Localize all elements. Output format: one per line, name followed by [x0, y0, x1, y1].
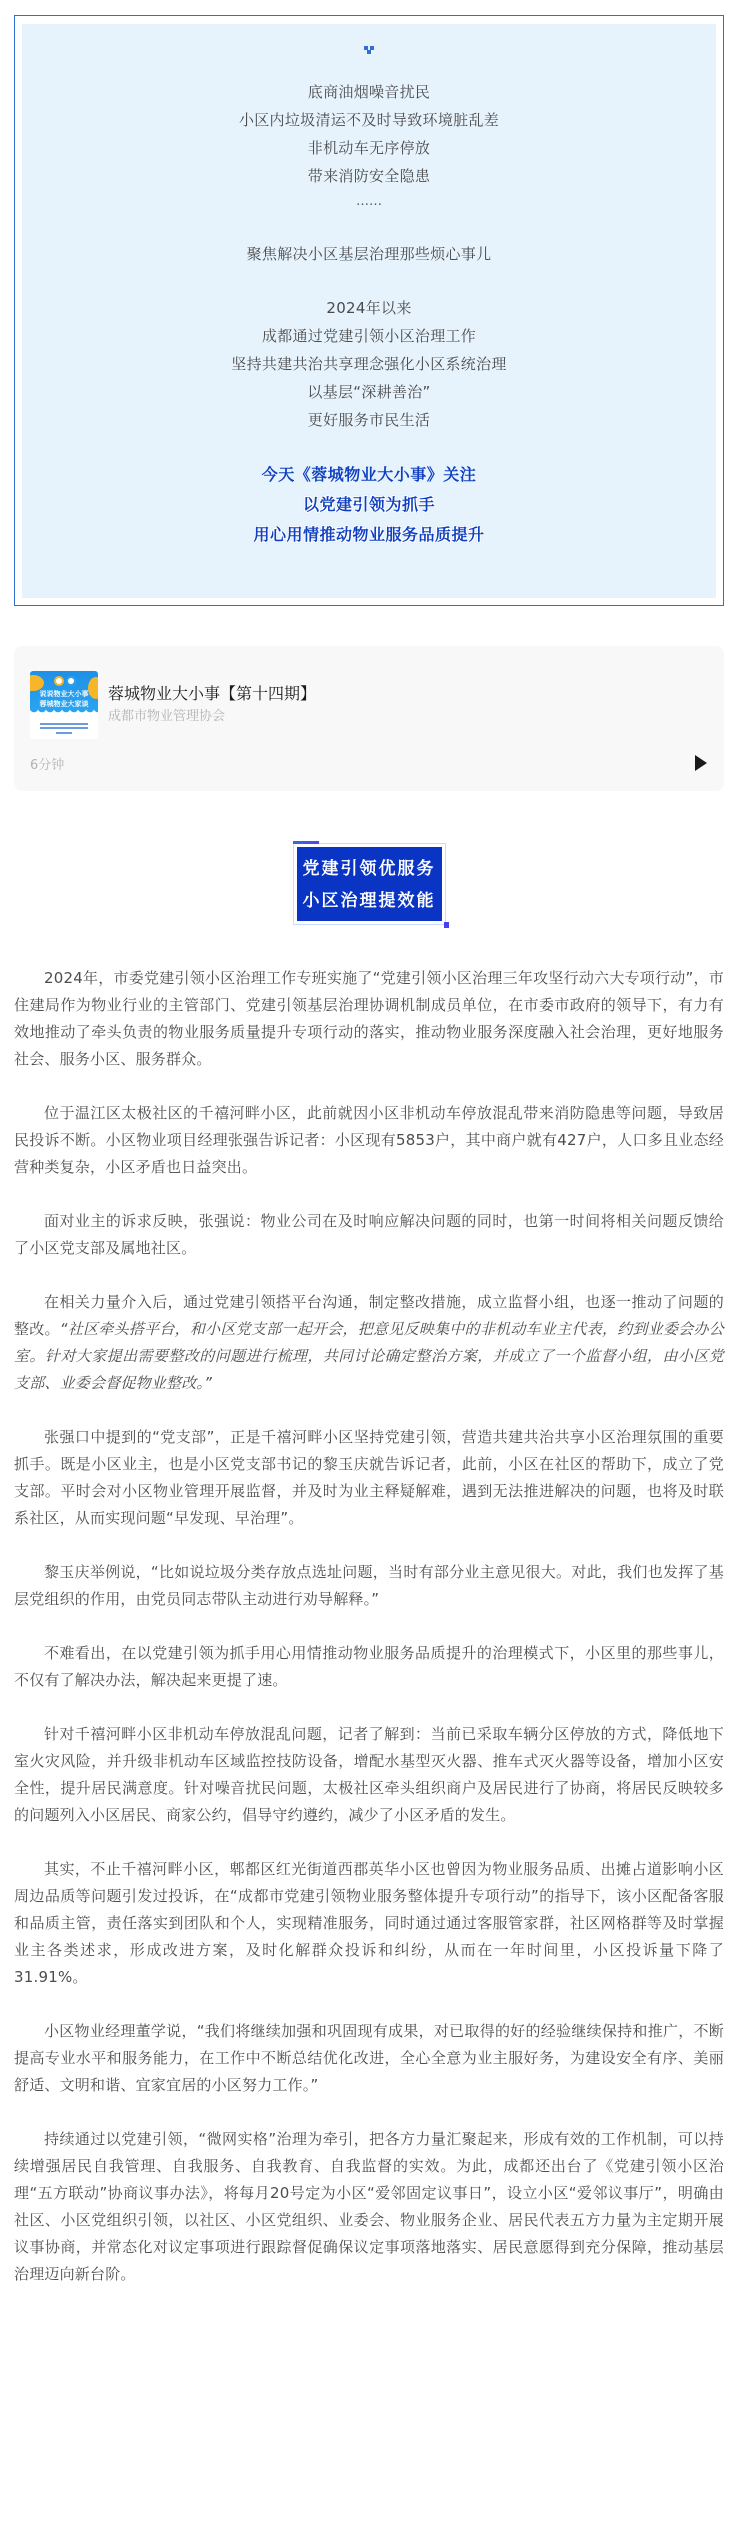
- logo-icon: [66, 676, 76, 686]
- play-button[interactable]: [689, 753, 709, 773]
- intro-line: 2024年以来: [326, 299, 412, 317]
- intro-line: 小区内垃圾清运不及时导致环境脏乱差: [238, 111, 500, 129]
- article-paragraph: 不难看出，在以党建引领为抓手用心用情推动物业服务品质提升的治理模式下，小区里的那些事儿，不仅有了解决办法，解决起来更提了速。: [14, 1644, 724, 1689]
- article-paragraph: 张强口中提到的“党支部”，正是千禧河畔小区坚持党建引领，营造共建共治共享小区治理氛围的重要抓手。既是小区业主，也是小区党支部书记的黎玉庆就告诉记者，此前，小区在社区的帮助下，成立了党支部。平时会对小区物业管理开展监督，并及时为业主释疑解难，遇到无法推进解决的问题，也将及时联系社区，从而实现问题“早发现、早治理”。: [14, 1428, 724, 1527]
- intro-box: [14, 15, 724, 606]
- article-paragraph: 面对业主的诉求反映，张强说：物业公司在及时响应解决问题的同时，也第一时间将相关问题反馈给了小区党支部及属地社区。: [14, 1212, 724, 1257]
- play-icon: [695, 755, 707, 771]
- section-badge-wrap: [0, 843, 738, 925]
- audio-title: 蓉城物业大小事【第十四期】: [108, 684, 317, 703]
- article-paragraph: [14, 1289, 724, 1397]
- intro-line: 更好服务市民生活: [307, 411, 431, 429]
- audio-card-footer: [30, 753, 709, 773]
- intro-focus-line: 聚焦解决小区基层治理那些烦心事儿: [246, 245, 492, 263]
- section-badge-inner: [297, 847, 442, 921]
- intro-line: 以基层“深耕善治”: [307, 383, 431, 401]
- article-paragraph: 黎玉庆举例说，“比如说垃圾分类存放点选址问题，当时有部分业主意见很大。对此，我们也发挥了基层党组织的作用，由党员同志带队主动进行劝导解释。”: [14, 1563, 724, 1608]
- intro-inner: [22, 24, 716, 598]
- section-badge-line: 小区治理提效能: [302, 891, 436, 911]
- intro-highlight-line: 今天《蓉城物业大小事》关注: [261, 465, 477, 484]
- intro-line: 坚持共建共治共享理念强化小区系统治理: [231, 355, 507, 373]
- intro-line: 底商油烟噪音扰民: [307, 83, 431, 101]
- audio-author: 成都市物业管理协会: [108, 709, 226, 724]
- thumbnail-title: 说说物业大小事: [39, 690, 89, 698]
- intro-line: 成都通过党建引领小区治理工作: [261, 327, 477, 345]
- section-badge-line: 党建引领优服务: [302, 859, 436, 879]
- accent-square-icon: [444, 922, 449, 928]
- intro-line: 带来消防安全隐患: [307, 167, 431, 185]
- article-paragraph: 持续通过以党建引领，“微网实格”治理为牵引，把各方力量汇聚起来，形成有效的工作机制，可以持续增强居民自我管理、自我服务、自我教育、自我监督的实效。为此，成都还出台了《党建引领小区治理“五方联动”协商议事办法》，将每月20号定为小区“爱邻固定议事日”，设立小区“爱邻议事厅”，明确由社区、小区党组织引领，以社区、小区党组织、业委会、物业服务企业、居民代表五方力量为主定期开展议事协商，并常态化对议定事项进行跟踪督促确保议定事项落地落实、居民意愿得到充分保障，推动基层治理迈向新台阶。: [14, 2130, 724, 2283]
- article-paragraph: 其实，不止千禧河畔小区，郫都区红光街道西郡英华小区也曾因为物业服务品质、出摊占道影响小区周边品质等问题引发过投诉，在“成都市党建引领物业服务整体提升专项行动”的指导下，该小区配备客服和品质主管，责任落实到团队和个人，实现精准服务，同时通过通过客服管家群，社区网格群等及时掌握业主各类述求，形成改进方案，及时化解群众投诉和纠纷，从而在一年时间里，小区投诉量下降了31.91%。: [14, 1860, 724, 1986]
- section-badge: [293, 843, 446, 925]
- intro-line: 非机动车无序停放: [307, 139, 431, 157]
- pixel-arrow-icon: [362, 46, 376, 56]
- article-body: [0, 965, 738, 2288]
- audio-meta: [108, 682, 316, 728]
- audio-duration: 6分钟: [30, 757, 65, 773]
- logo-icon: [54, 676, 64, 686]
- italic-quote: “社区牵头搭平台，和小区党支部一起开会，把意见反映集中的非机动车业主代表，约到业委会办公室。针对大家提出需要整改的问题进行梳理，共同讨论确定整治方案，并成立了一个监督小组，由小区党支部、业委会督促物业整改。”: [14, 1320, 725, 1392]
- paragraph-text: 在相关力量介入后，通过党建引领搭平台沟通，制定整改措施，成立监督小组，也逐一推动了问题的整改。: [14, 1293, 724, 1338]
- article-paragraph: 针对千禧河畔小区非机动车停放混乱问题，记者了解到：当前已采取车辆分区停放的方式，降低地下室火灾风险，并升级非机动车区域监控技防设备，增配水基型灭火器、推车式灭火器等设备，增加小区安全性，提升居民满意度。针对噪音扰民问题，太极社区牵头组织商户及居民进行了协商，将居民反映较多的问题列入小区居民、商家公约，倡导守约遵约，减少了小区矛盾的发生。: [14, 1725, 724, 1824]
- audio-thumbnail: [30, 671, 98, 739]
- intro-highlight-line: 以党建引领为抓手: [302, 495, 435, 514]
- accent-bar-icon: [293, 841, 319, 844]
- thumbnail-subtitle: 蓉城物业大家谈: [39, 700, 89, 708]
- article-paragraph: 小区物业经理董学说，“我们将继续加强和巩固现有成果，对已取得的好的经验继续保持和推广，不断提高专业水平和服务能力，在工作中不断总结优化改进，全心全意为业主服好务，为建设安全有序、美丽舒适、文明和谐、宜家宜居的小区努力工作。”: [14, 2022, 724, 2094]
- audio-card-header: [30, 671, 709, 739]
- article-paragraph: 位于温江区太极社区的千禧河畔小区，此前就因小区非机动车停放混乱带来消防隐患等问题，导致居民投诉不断。小区物业项目经理张强告诉记者：小区现有5853户，其中商户就有427户，人口多且业态经营种类复杂，小区矛盾也日益突出。: [14, 1104, 724, 1176]
- intro-highlight-line: 用心用情推动物业服务品质提升: [253, 525, 485, 544]
- article-paragraph: 2024年，市委党建引领小区治理工作专班实施了“党建引领小区治理三年攻坚行动六大专项行动”，市住建局作为物业行业的主管部门、党建引领基层治理协调机制成员单位，在市委市政府的领导下，有力有效地推动了牵头负责的物业服务质量提升专项行动的落实，推动物业服务深度融入社会治理，更好地服务社会、服务小区、服务群众。: [14, 969, 724, 1068]
- audio-card[interactable]: [14, 646, 724, 791]
- intro-ellipsis: ……: [356, 194, 382, 209]
